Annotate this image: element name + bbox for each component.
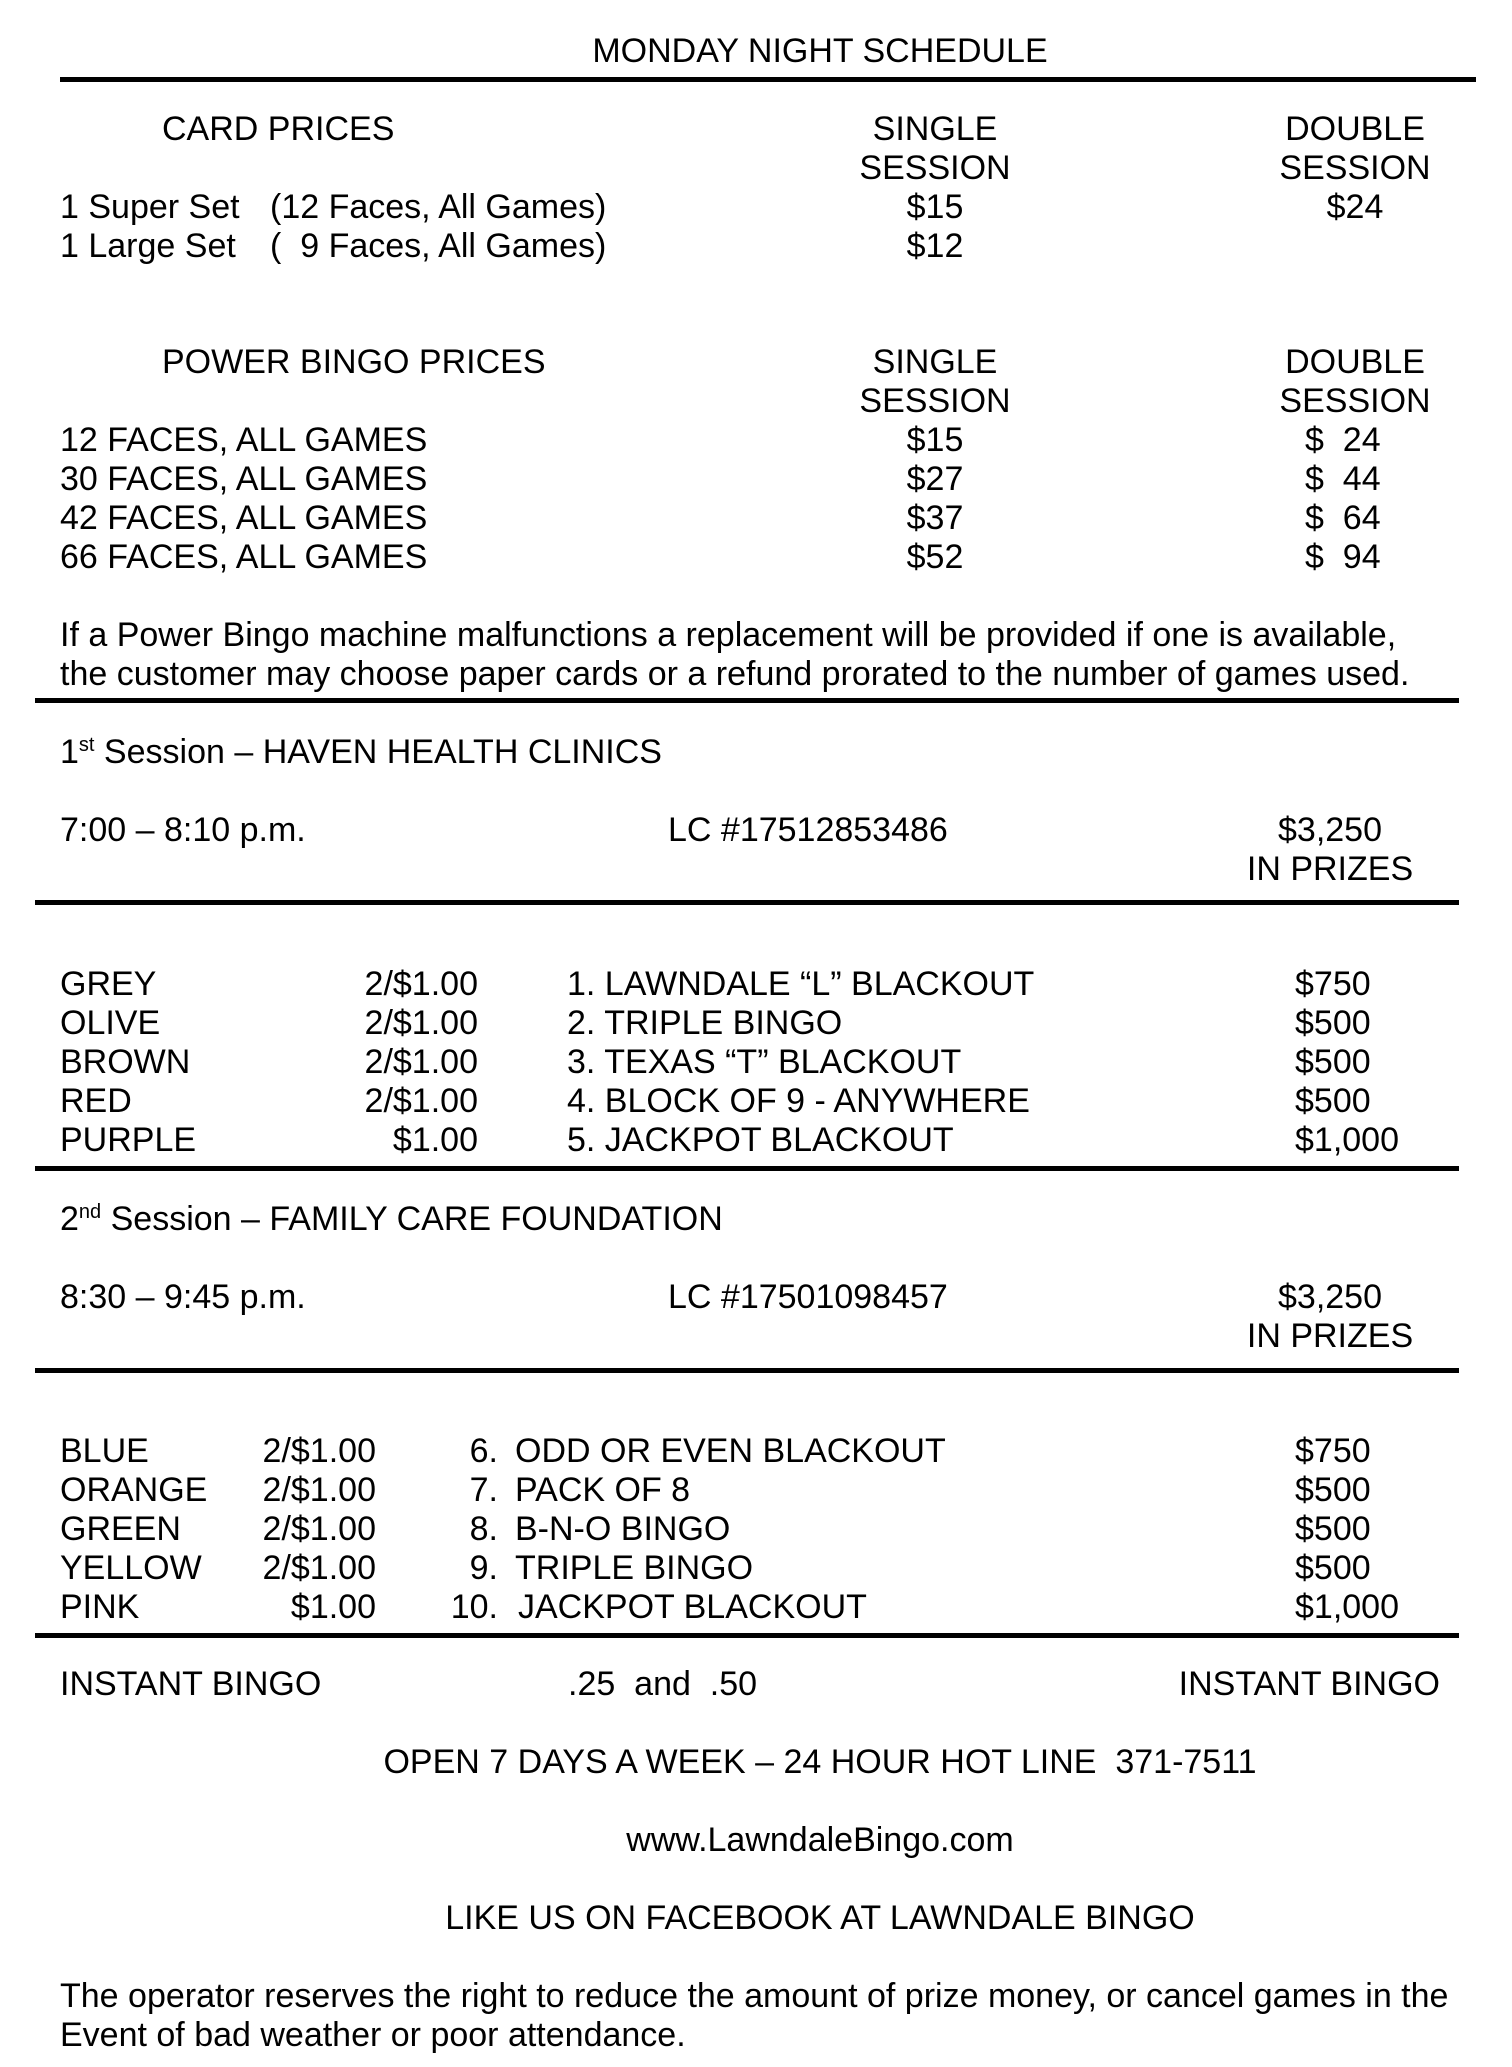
game-name: JACKPOT BLACKOUT (518, 1588, 867, 1626)
game-name: 1. LAWNDALE “L” BLACKOUT (567, 965, 1035, 1003)
col-header-single: SINGLE (872, 110, 998, 148)
session-title: 2nd Session – FAMILY CARE FOUNDATION (60, 1200, 723, 1238)
license-number: LC #17501098457 (668, 1278, 948, 1316)
game-prize: $500 (1295, 1082, 1371, 1120)
col-header-single: SINGLE (872, 343, 998, 381)
price-row-name: 1 Super Set (60, 188, 240, 226)
card-color: PINK (60, 1588, 140, 1626)
game-number: 8. (469, 1510, 498, 1548)
divider (35, 1633, 1459, 1638)
prize-label: IN PRIZES (1246, 850, 1414, 888)
divider (60, 77, 1476, 82)
hours-hotline: OPEN 7 DAYS A WEEK – 24 HOUR HOT LINE 371-7511 (383, 1743, 1257, 1781)
card-price: 2/$1.00 (364, 965, 478, 1003)
game-name: 5. JACKPOT BLACKOUT (567, 1121, 954, 1159)
price-single: $15 (906, 188, 964, 226)
card-price: $1.00 (392, 1121, 478, 1159)
game-prize: $500 (1295, 1043, 1371, 1081)
session-time: 7:00 – 8:10 p.m. (60, 811, 306, 849)
card-color: ORANGE (60, 1471, 208, 1509)
game-name: ODD OR EVEN BLACKOUT (515, 1432, 946, 1470)
prize-label: IN PRIZES (1246, 1317, 1414, 1355)
game-name: PACK OF 8 (515, 1471, 691, 1509)
website-link[interactable]: www.LawndaleBingo.com (626, 1821, 1014, 1859)
price-double: $ 24 (1305, 421, 1381, 459)
price-row-detail: (12 Faces, All Games) (270, 188, 607, 226)
disclaimer-line: The operator reserves the right to reduce the amount of prize money, or cancel games in the (60, 1977, 1449, 2015)
card-color: RED (60, 1082, 132, 1120)
page-title: MONDAY NIGHT SCHEDULE (592, 32, 1048, 70)
col-header-double: DOUBLE (1285, 343, 1425, 381)
col-header-single: SESSION (859, 382, 1011, 420)
game-number: 7. (469, 1471, 498, 1509)
game-prize: $500 (1295, 1471, 1371, 1509)
card-price: 2/$1.00 (262, 1510, 376, 1548)
game-name: 2. TRIPLE BINGO (567, 1004, 843, 1042)
divider (35, 1368, 1459, 1373)
disclaimer-line: Event of bad weather or poor attendance. (60, 2016, 686, 2054)
game-number: 9. (469, 1549, 498, 1587)
facebook-notice: LIKE US ON FACEBOOK AT LAWNDALE BINGO (445, 1899, 1195, 1937)
card-color: BLUE (60, 1432, 149, 1470)
prize-total: $3,250 (1278, 1278, 1382, 1316)
price-double: $ 64 (1305, 499, 1381, 537)
col-header-double: SESSION (1279, 382, 1431, 420)
price-row-name: 30 FACES, ALL GAMES (60, 460, 428, 498)
price-double: $ 94 (1305, 538, 1381, 576)
divider (35, 698, 1459, 703)
price-double: $24 (1326, 188, 1384, 226)
price-single: $27 (906, 460, 964, 498)
game-prize: $750 (1295, 1432, 1371, 1470)
game-prize: $500 (1295, 1004, 1371, 1042)
price-double: $ 44 (1305, 460, 1381, 498)
session-title: 1st Session – HAVEN HEALTH CLINICS (60, 733, 662, 771)
card-color: YELLOW (60, 1549, 202, 1587)
card-color: BROWN (60, 1043, 191, 1081)
col-header-single: SESSION (859, 149, 1011, 187)
price-single: $37 (906, 499, 964, 537)
notice-line: the customer may choose paper cards or a refund prorated to the number of games used. (60, 655, 1410, 693)
col-header-double: DOUBLE (1285, 110, 1425, 148)
col-header-double: SESSION (1279, 149, 1431, 187)
card-color: OLIVE (60, 1004, 161, 1042)
section-heading: CARD PRICES (162, 110, 395, 148)
card-price: 2/$1.00 (262, 1549, 376, 1587)
card-color: GREEN (60, 1510, 181, 1548)
game-prize: $1,000 (1295, 1588, 1399, 1626)
section-heading: POWER BINGO PRICES (162, 343, 546, 381)
divider (35, 1166, 1459, 1171)
game-name: 4. BLOCK OF 9 - ANYWHERE (567, 1082, 1030, 1120)
game-prize: $500 (1295, 1549, 1371, 1587)
game-name: 3. TEXAS “T” BLACKOUT (567, 1043, 962, 1081)
price-row-name: 12 FACES, ALL GAMES (60, 421, 428, 459)
card-price: 2/$1.00 (364, 1082, 478, 1120)
game-prize: $1,000 (1295, 1121, 1399, 1159)
game-name: B-N-O BINGO (515, 1510, 731, 1548)
game-name: TRIPLE BINGO (515, 1549, 754, 1587)
prize-total: $3,250 (1278, 811, 1382, 849)
card-price: 2/$1.00 (262, 1471, 376, 1509)
instant-bingo-label: INSTANT BINGO (1178, 1665, 1440, 1703)
instant-bingo-prices: .25 and .50 (568, 1665, 758, 1703)
price-row-name: 66 FACES, ALL GAMES (60, 538, 428, 576)
price-row-detail: ( 9 Faces, All Games) (270, 227, 607, 265)
card-color: PURPLE (60, 1121, 197, 1159)
card-price: 2/$1.00 (364, 1043, 478, 1081)
price-single: $15 (906, 421, 964, 459)
price-single: $12 (906, 227, 964, 265)
price-row-name: 42 FACES, ALL GAMES (60, 499, 428, 537)
game-prize: $500 (1295, 1510, 1371, 1548)
price-single: $52 (906, 538, 964, 576)
card-price: $1.00 (290, 1588, 376, 1626)
game-number: 6. (469, 1432, 498, 1470)
card-price: 2/$1.00 (364, 1004, 478, 1042)
session-time: 8:30 – 9:45 p.m. (60, 1278, 306, 1316)
card-color: GREY (60, 965, 157, 1003)
license-number: LC #17512853486 (668, 811, 948, 849)
divider (35, 900, 1459, 905)
card-price: 2/$1.00 (262, 1432, 376, 1470)
notice-line: If a Power Bingo machine malfunctions a replacement will be provided if one is available, (60, 616, 1397, 654)
instant-bingo-label: INSTANT BINGO (60, 1665, 322, 1703)
game-number: 10. (450, 1588, 498, 1626)
game-prize: $750 (1295, 965, 1371, 1003)
price-row-name: 1 Large Set (60, 227, 236, 265)
